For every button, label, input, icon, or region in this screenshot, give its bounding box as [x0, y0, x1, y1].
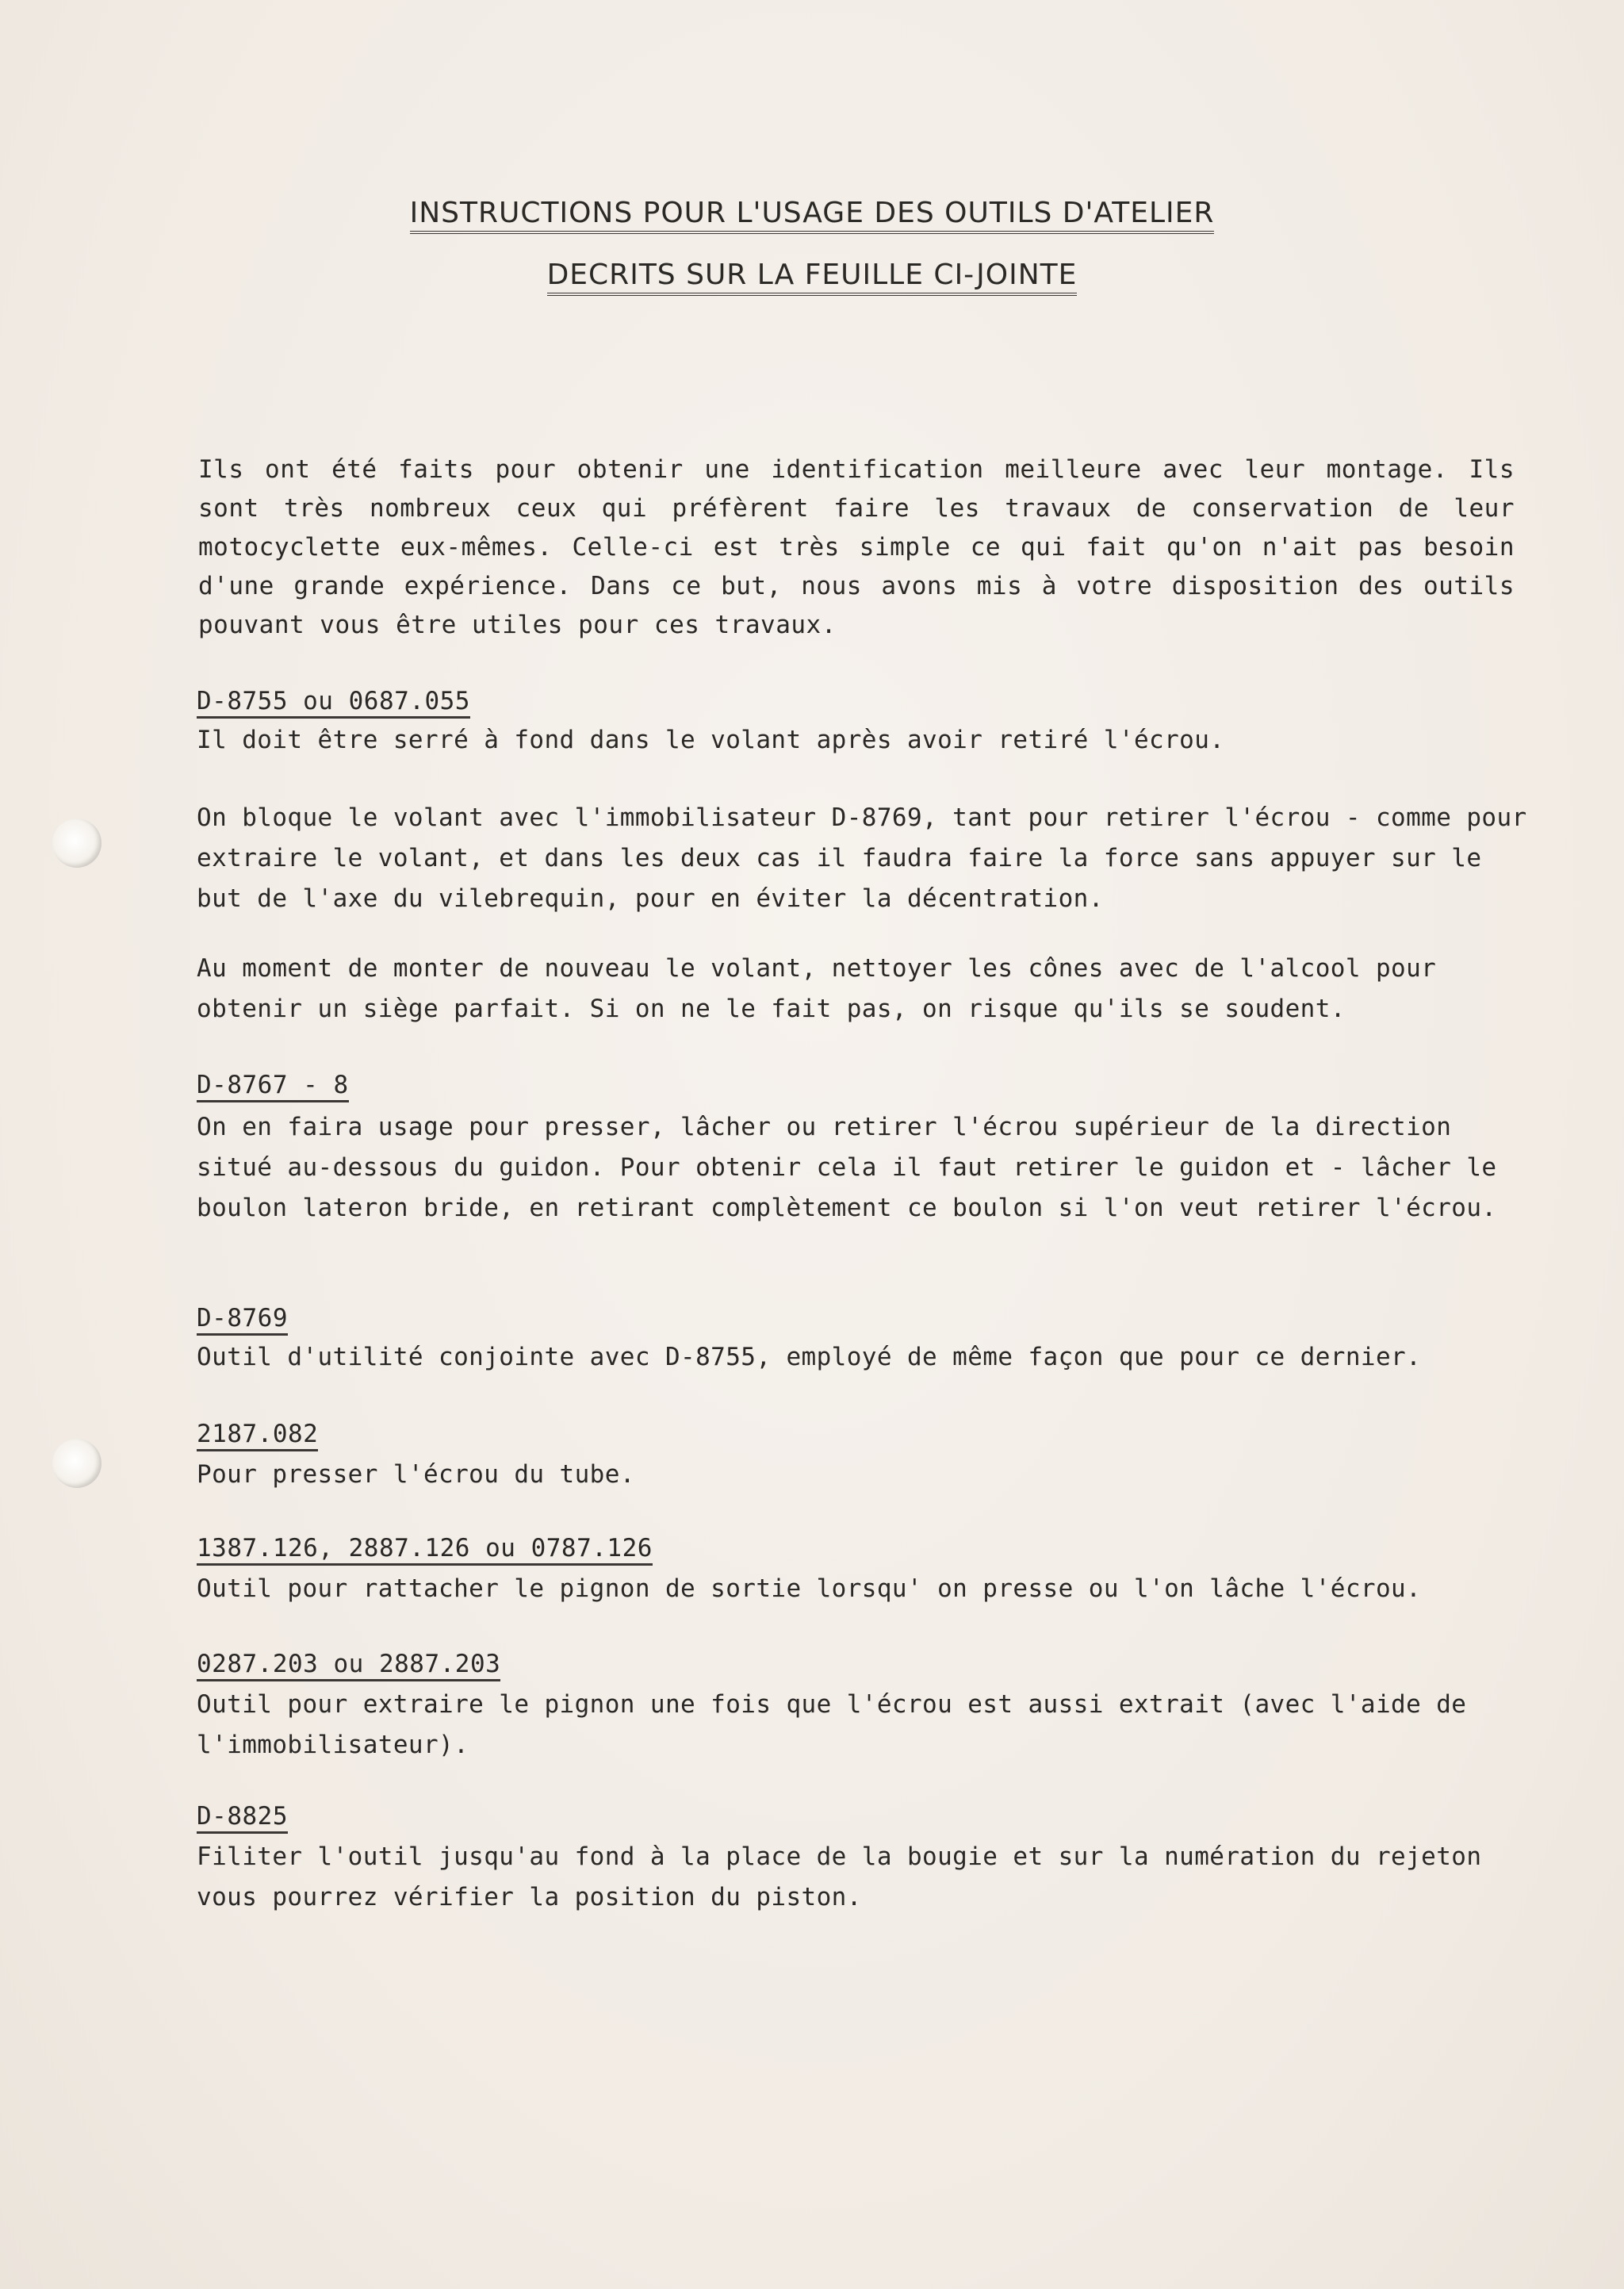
tool-2187082-desc: Pour presser l'écrou du tube. [197, 1460, 635, 1489]
intro-paragraph: Ils ont été faits pour obtenir une identification meilleure avec leur montage. Ils sont très nombreux ceux qui préfèrent faire les travaux de conservation de leur motocyclette eux-mêmes. Celle-ci est très simple ce qui fait qu'on n'ait pas besoin d'une grande expérience. Dans ce but, nous avons mis à votre disposition des outils pouvant vous être utiles pour ces travaux. [198, 455, 1515, 639]
tool-code-d8825: D-8825 [197, 1802, 288, 1834]
tool-code-1387126: 1387.126, 2887.126 ou 0787.126 [197, 1534, 653, 1566]
punch-hole-upper [52, 819, 102, 868]
tool-code-2187082: 2187.082 [197, 1420, 318, 1451]
title-line1-text: INSTRUCTIONS POUR L'USAGE DES OUTILS D'ATELIER [410, 197, 1215, 234]
document-title-line1 [0, 197, 1624, 234]
tool-code-d8767: D-8767 - 8 [197, 1071, 349, 1102]
tool-d8755-desc-2: On bloque le volant avec l'immobilisateur D-8769, tant pour retirer l'écrou - comme pour extraire le volant, et dans les deux cas il faudra faire la force sans appuyer sur le but de l'axe du vilebrequin, pour en éviter la décentration. [197, 803, 1527, 913]
tool-0287203-desc: Outil pour extraire le pignon une fois que l'écrou est aussi extrait (avec l'aide de l'immobilisateur). [197, 1690, 1467, 1759]
tool-d8769-desc: Outil d'utilité conjointe avec D-8755, employé de même façon que pour ce dernier. [197, 1343, 1422, 1371]
tool-code-0287203: 0287.203 ou 2887.203 [197, 1650, 500, 1681]
document-title-line2 [0, 259, 1624, 296]
tool-d8767-desc: On en faira usage pour presser, lâcher ou retirer l'écrou supérieur de la direction situé au-dessous du guidon. Pour obtenir cela il faut retirer le guidon et - lâcher le boulon lateron bride, en retirant complètement ce boulon si l'on veut retirer l'écrou. [197, 1113, 1497, 1222]
tool-code-d8755: D-8755 ou 0687.055 [197, 687, 470, 719]
tool-code-d8769: D-8769 [197, 1304, 288, 1336]
punch-hole-lower [52, 1439, 102, 1488]
title-line2-text: DECRITS SUR LA FEUILLE CI-JOINTE [547, 259, 1078, 296]
tool-d8755-desc-3: Au moment de monter de nouveau le volant, nettoyer les cônes avec de l'alcool pour obtenir un siège parfait. Si on ne le fait pas, on risque qu'ils se soudent. [197, 954, 1437, 1023]
tool-1387126-desc: Outil pour rattacher le pignon de sortie lorsqu' on presse ou l'on lâche l'écrou. [197, 1574, 1422, 1603]
tool-d8755-desc-1: Il doit être serré à fond dans le volant après avoir retiré l'écrou. [197, 726, 1225, 754]
tool-d8825-desc: Filiter l'outil jusqu'au fond à la place de la bougie et sur la numération du rejeton vous pourrez vérifier la position du piston. [197, 1842, 1482, 1911]
